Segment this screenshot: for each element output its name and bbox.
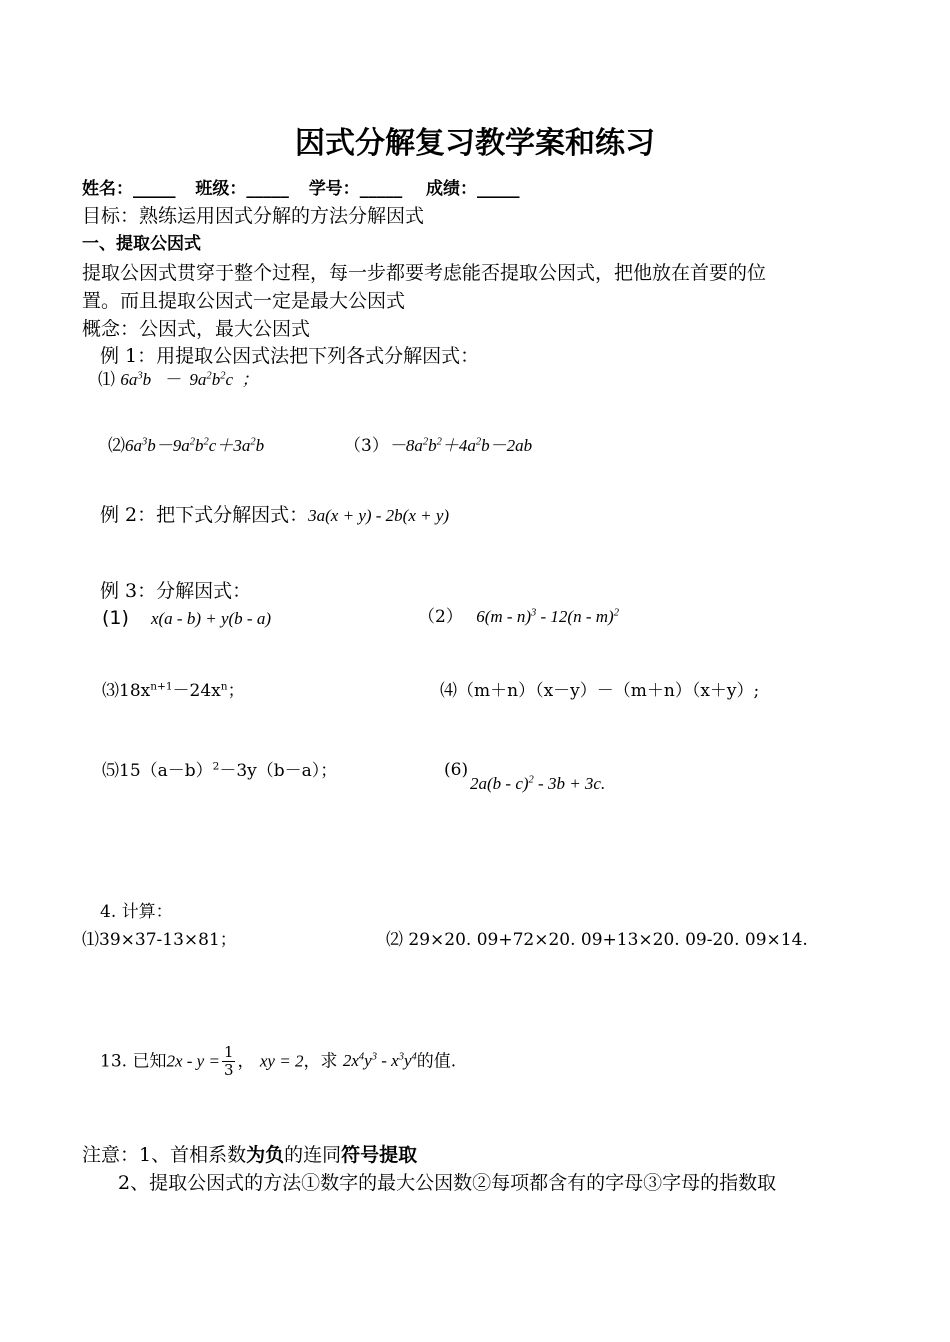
problem-number: ⑵	[108, 436, 125, 456]
problem5-exp: 2	[212, 760, 220, 773]
problem-number: ⑴	[98, 370, 115, 390]
problem-number: （2）	[418, 607, 463, 627]
example3-problem2: （2） 6(m - n)$^3$ - 12(n - m)$^2$	[418, 607, 619, 627]
fraction: $\frac{1}{3}$	[223, 1043, 234, 1080]
q13-ask: ，求	[303, 1051, 338, 1072]
calc-label: 4. 计算：	[100, 902, 173, 922]
example1-problem1: ⑴ $6a^3b - 9a^2b^2c$ ；	[98, 370, 259, 390]
notes-line2: 2、提取公因式的方法①数字的最大公因数②每项都含有的字母③字母的指数取	[118, 1172, 777, 1194]
problem5-base: ⑸15（a－b）	[102, 761, 213, 781]
problem3-base: ⑶18x	[102, 681, 151, 701]
problem3-mid: －24x	[172, 681, 221, 701]
example3-problem3	[102, 681, 245, 701]
problem-number: (1)	[102, 607, 129, 629]
problem3-exp1: n+1	[150, 680, 173, 693]
score-label: 成绩：	[426, 179, 478, 199]
name-blank: _____	[133, 179, 176, 199]
name-label: 姓名：	[82, 179, 133, 199]
example3-problem6-number: (6)	[444, 760, 469, 780]
example1-label: 例 1：用提取公因式法把下列各式分解因式：	[100, 345, 480, 367]
q13-prefix: 13. 已知	[100, 1051, 167, 1072]
example2-label: 例 2：把下式分解因式：	[100, 504, 309, 526]
notes-bold-2: 符号提取	[341, 1144, 418, 1166]
notes-text-mid: 的连同	[284, 1144, 342, 1166]
calc-problem1: ⑴39×37-13×81；	[82, 930, 237, 950]
example3-problem1: (1) x(a - b) + y(b - a)	[102, 607, 271, 629]
problem-number: （3）	[344, 436, 389, 456]
q13-suffix: 的值.	[416, 1051, 457, 1072]
concepts-text: 概念：公因式，最大公因式	[82, 318, 311, 340]
example3-problem6-expression: 2a(b - c)$^2$ - 3b + 3c.	[470, 774, 606, 793]
class-blank: _____	[246, 179, 289, 199]
id-blank: _____	[359, 179, 403, 199]
example1-problem2: $⑵6a^3b-9a^2b^2c+3a^2b$	[108, 436, 265, 456]
q13-sep: ，	[237, 1051, 255, 1072]
notes-line1	[82, 1144, 417, 1167]
example3-problem4: ⑷（m＋n）（x－y）－（m＋n）（x＋y）;	[440, 681, 760, 701]
notes-text: 注意：1、首相系数	[82, 1144, 247, 1166]
problem3-exp2: n	[220, 680, 228, 693]
example2: 例 2：把下式分解因式：3a(x + y) - 2b(x + y)	[100, 504, 450, 526]
example3-label: 例 3：分解因式：	[100, 580, 252, 602]
calc-problem2: ⑵ 29×20. 09+72×20. 09+13×20. 09-20. 09×14.	[386, 930, 808, 950]
id-label: 学号：	[308, 179, 360, 199]
example3-problem5	[102, 761, 337, 781]
section-paragraph-line1: 提取公因式贯穿于整个过程，每一步都要考虑能否提取公因式，把他放在首要的位	[82, 262, 767, 284]
goal-text: 目标：熟练运用因式分解的方法分解因式	[82, 205, 425, 227]
example1-problem3: $(3)-8a^2b^2+4a^2b-2ab$	[344, 436, 533, 456]
notes-bold-1: 为负	[246, 1144, 285, 1166]
header-fields	[82, 179, 520, 199]
problem3-end: ；	[227, 681, 245, 701]
question-13: 13. 已知2x - y = $\frac{1}{3}$ ， xy = 2，求 $2x^4y^3 - x^3y^4$的值.	[100, 1043, 457, 1080]
score-blank: _____	[477, 179, 520, 199]
section-heading: 一、提取公因式	[82, 234, 201, 254]
section-paragraph-line2: 置。而且提取公因式一定是最大公因式	[82, 290, 406, 312]
class-label: 班级：	[195, 179, 247, 199]
page-title: 因式分解复习教学案和练习	[295, 126, 655, 161]
problem5-end: －3y（b－a）；	[219, 761, 338, 781]
